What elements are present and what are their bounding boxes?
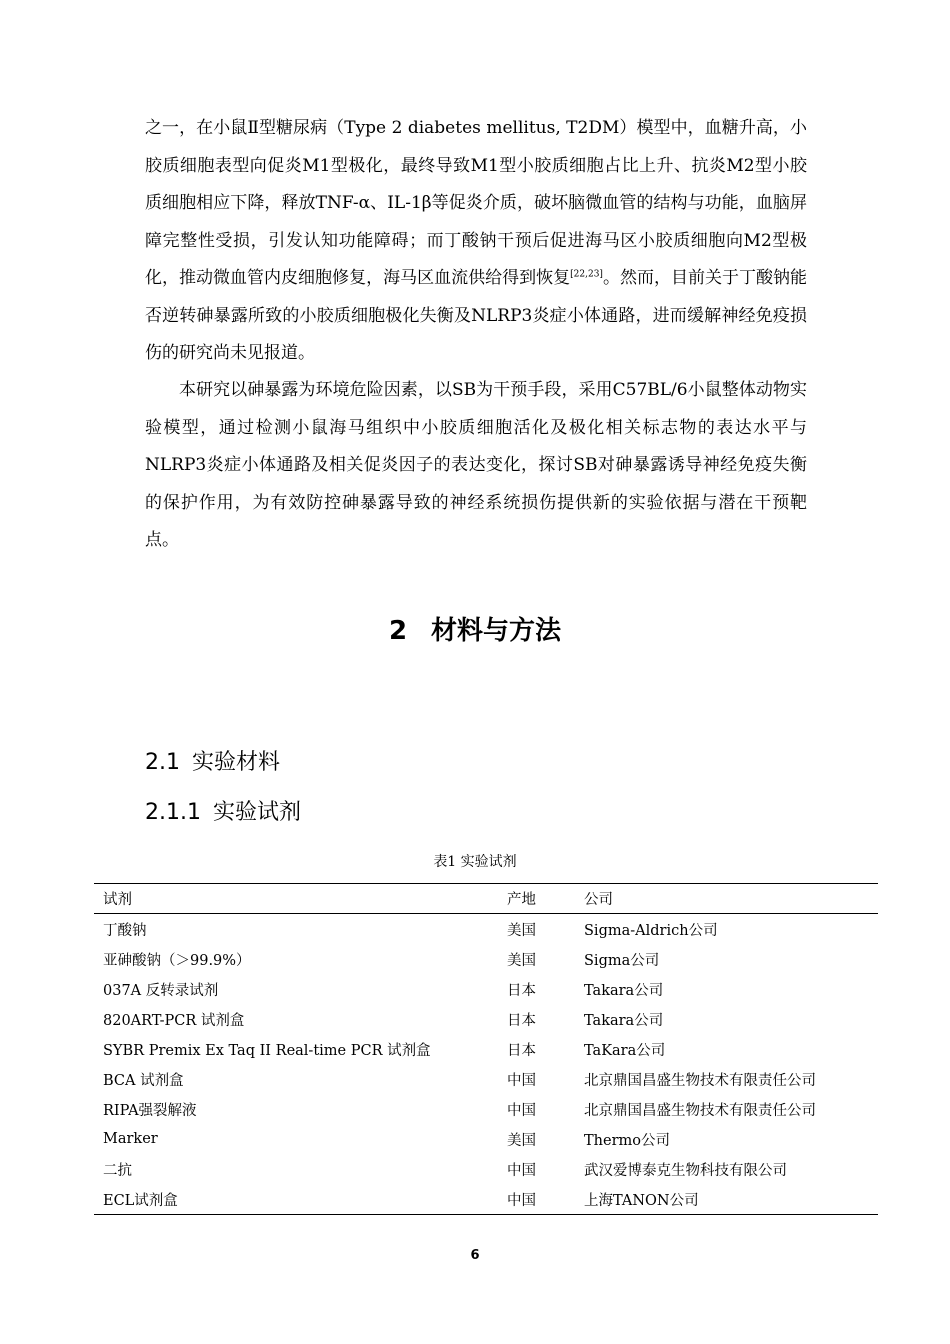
subsection-title: 实验试剂 xyxy=(212,800,301,825)
cell-reagent: 820ART-PCR 试剂盒 xyxy=(103,1012,245,1029)
table-row xyxy=(94,914,878,945)
chapter-title: 材料与方法 xyxy=(431,616,562,646)
paragraph-text: 之一，在小鼠Ⅱ型糖尿病（Type 2 diabetes mellitus, T2DM）模型中，血糖升高，小胶质细胞表型向促炎M1型极化，最终导致M1型小胶质细胞占比上升、抗炎M2型小胶质细胞相应下降，释放TNF-α、IL-1β等促炎介质，破坏脑微血管的结构与功能，血脑屏障完整性受损，引发认知功能障碍；而丁酸钠干预后促进海马区小胶质细胞向M2型极化，推动微血管内皮细胞修复，海马区血流供给得到恢复 xyxy=(145,118,807,288)
header-company: 公司 xyxy=(584,892,613,908)
table-row xyxy=(94,944,878,974)
citation: [22,23] xyxy=(570,269,603,280)
section-title: 实验材料 xyxy=(192,750,281,775)
cell-origin: 中国 xyxy=(507,1102,536,1119)
cell-company: TaKara公司 xyxy=(584,1042,666,1059)
cell-origin: 中国 xyxy=(507,1192,536,1209)
cell-company: 武汉爱博泰克生物科技有限公司 xyxy=(584,1162,787,1179)
reagents-table xyxy=(94,883,878,1215)
table-row xyxy=(94,1154,878,1184)
cell-reagent: 亚砷酸钠（＞99.9%） xyxy=(103,952,251,969)
subsection-heading xyxy=(145,795,301,826)
chapter-number: 2 xyxy=(388,616,408,646)
cell-reagent: SYBR Premix Ex Taq II Real-time PCR 试剂盒 xyxy=(103,1042,431,1059)
table-row xyxy=(94,1124,878,1154)
cell-origin: 美国 xyxy=(507,952,536,969)
cell-reagent: 037A 反转录试剂 xyxy=(103,982,219,999)
cell-company: 北京鼎国昌盛生物技术有限责任公司 xyxy=(584,1102,816,1119)
cell-origin: 美国 xyxy=(507,922,536,939)
header-reagent: 试剂 xyxy=(103,892,132,908)
cell-reagent: 二抗 xyxy=(103,1162,132,1179)
cell-reagent: ECL试剂盒 xyxy=(103,1192,178,1209)
table-row xyxy=(94,974,878,1004)
cell-company: Thermo公司 xyxy=(584,1132,671,1149)
table-row xyxy=(94,1034,878,1064)
cell-company: Takara公司 xyxy=(584,1012,664,1029)
cell-origin: 中国 xyxy=(507,1162,536,1179)
cell-reagent: Marker xyxy=(103,1131,158,1147)
table-header-row xyxy=(94,884,878,914)
cell-origin: 中国 xyxy=(507,1072,536,1089)
cell-company: 上海TANON公司 xyxy=(584,1192,699,1209)
cell-company: Sigma公司 xyxy=(584,952,660,969)
paragraph-intro-continued xyxy=(145,110,807,373)
cell-origin: 日本 xyxy=(507,1042,536,1059)
table-row xyxy=(94,1064,878,1094)
paragraph-text-tail: 。然而，目前关于丁酸钠能否逆转砷暴露所致的小胶质细胞极化失衡及NLRP3炎症小体通路，进而缓解神经免疫损伤的研究尚未见报道。 xyxy=(145,268,808,363)
subsection-number: 2.1.1 xyxy=(145,800,201,825)
cell-origin: 美国 xyxy=(507,1132,536,1149)
cell-reagent: 丁酸钠 xyxy=(103,922,147,939)
table-row xyxy=(94,1094,878,1124)
cell-origin: 日本 xyxy=(507,1012,536,1029)
paragraph-study-aim xyxy=(145,372,807,560)
cell-company: 北京鼎国昌盛生物技术有限责任公司 xyxy=(584,1072,816,1089)
section-heading xyxy=(145,745,280,776)
table-caption: 表1 实验试剂 xyxy=(433,854,517,870)
page-number: 6 xyxy=(470,1248,480,1263)
reagents-table-container xyxy=(94,883,878,1215)
cell-reagent: RIPA强裂解液 xyxy=(103,1102,197,1119)
cell-company: Takara公司 xyxy=(584,982,664,999)
chapter-heading xyxy=(0,610,950,647)
table-row xyxy=(94,1184,878,1215)
cell-reagent: BCA 试剂盒 xyxy=(103,1072,184,1089)
section-number: 2.1 xyxy=(145,750,180,775)
cell-origin: 日本 xyxy=(507,982,536,999)
paragraph-text: 本研究以砷暴露为环境危险因素，以SB为干预手段，采用C57BL/6小鼠整体动物实验模型，通过检测小鼠海马组织中小胶质细胞活化及极化相关标志物的表达水平与NLRP3炎症小体通路及相关促炎因子的表达变化，探讨SB对砷暴露诱导神经免疫失衡的保护作用，为有效防控砷暴露导致的神经系统损伤提供新的实验依据与潜在干预靶点。 xyxy=(145,380,807,550)
table-row xyxy=(94,1004,878,1034)
cell-company: Sigma-Aldrich公司 xyxy=(584,922,718,939)
header-origin: 产地 xyxy=(507,892,536,908)
